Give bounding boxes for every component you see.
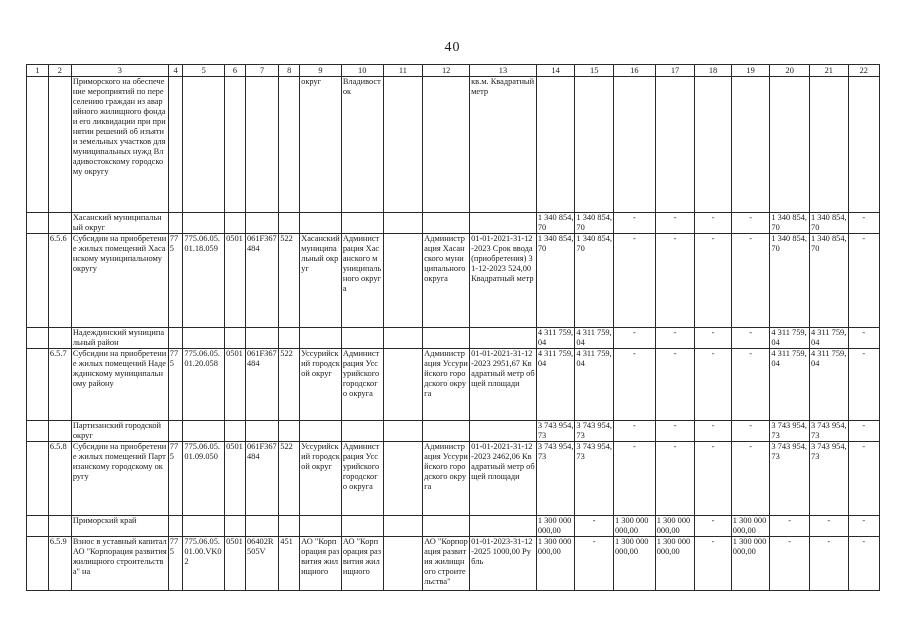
table-cell [423,328,470,349]
table-cell: - [770,516,810,537]
table-cell: - [848,328,879,349]
table-cell: - [613,442,655,516]
table-cell [470,328,537,349]
table-cell [536,77,575,213]
header-cell: 16 [613,65,655,77]
table-cell: округ [300,77,342,213]
table-cell [383,77,423,213]
table-cell: - [848,349,879,421]
table-cell: Приморского на обеспечение мероприятий по переселению граждан из аварийного жилищного фонда и его ликвидации при принятии решений об изъятии земельных участков для муниципальных нужд Владивостокскому городскому округу [71,77,168,213]
header-cell: 19 [731,65,770,77]
table-cell [225,421,246,442]
table-cell: 775 [168,442,183,516]
table-cell: Владивосток [341,77,383,213]
table-cell: 0501 [225,442,246,516]
table-cell [383,234,423,328]
table-cell: 451 [279,537,300,591]
header-cell: 2 [48,65,71,77]
table-cell: - [655,349,695,421]
table-cell: 3 743 954,73 [537,421,574,440]
table-cell: 3 743 954,73 [811,421,847,440]
table-cell [183,516,225,537]
table-cell [383,537,423,591]
header-cell: 15 [575,65,614,77]
table-cell: - [655,421,695,442]
table-cell [245,213,278,234]
table-cell: 1 340 854,70 [810,234,849,328]
table-cell: - [613,328,655,349]
table-cell [245,421,278,442]
table-cell: - [575,537,614,591]
table-cell: 3 743 954,73 [770,421,810,442]
table-cell: Партизанский городской округ [71,421,168,442]
table-cell: - [655,234,695,328]
table-cell: 0501 [225,349,246,421]
header-cell: 4 [168,65,183,77]
header-cell: 7 [245,65,278,77]
table-cell [655,77,695,213]
table-cell: - [731,213,770,234]
table-cell [423,77,470,213]
table-cell [245,77,278,213]
table-cell: 775 [168,537,183,591]
table-cell: - [810,537,849,591]
header-cell: 12 [423,65,470,77]
header-cell: 18 [695,65,731,77]
table-cell: 4 311 759,04 [810,349,849,421]
table-row [27,442,880,516]
table-cell [341,421,383,442]
table-cell: - [655,328,695,349]
table-cell: 4 311 759,04 [811,328,847,347]
table-cell [341,213,383,234]
table-cell: 6.5.6 [48,234,71,328]
table-cell: Администрация Хасанского муниципального округа [341,234,383,328]
table-cell: Администрация Уссурийского городского округа [341,349,383,421]
table-cell: 3 743 954,73 [770,442,810,516]
table-cell [48,516,71,537]
table-cell [27,421,49,442]
table-cell [48,77,71,213]
table-row [27,516,880,537]
table-cell [48,328,71,349]
table-cell: 061F367484 [245,349,278,421]
table-cell [27,442,49,516]
table-cell: 1 340 854,70 [536,234,575,328]
table-cell [279,77,300,213]
table-cell: 522 [279,442,300,516]
table-cell [183,213,225,234]
table-cell [383,213,423,234]
table-row [27,213,880,234]
table-cell: 1 340 854,70 [770,213,810,234]
table-cell: - [695,516,731,537]
table-cell: - [655,442,695,516]
table-cell [300,421,342,442]
table-cell: 4 311 759,04 [537,328,574,347]
table-cell: Хасанский муниципальный округ [71,213,168,234]
table-cell [731,77,770,213]
table-cell: Приморский край [71,516,168,537]
header-cell: 3 [71,65,168,77]
table-cell: 061F367484 [245,234,278,328]
table-row [27,421,880,442]
header-cell: 8 [279,65,300,77]
table-cell [183,77,225,213]
table-cell: кв.м. Квадратный метр [470,77,537,213]
table-cell [695,77,731,213]
table-cell: 522 [279,349,300,421]
table-cell: Субсидии на приобретение жилых помещений Надеждинскому муниципальному району [71,349,168,421]
table-cell [168,421,183,442]
table-cell: - [731,328,770,349]
table-cell: 01-01-2021-31-12-2023 2462,06 Квадратный метр общей площади [470,442,537,516]
table-cell [810,77,849,213]
table-cell [27,328,49,349]
table-cell: 4 311 759,04 [536,349,575,421]
table-cell: 775.06.05.01.09.050 [183,442,225,516]
table-cell: АО "Корпорация развития жилищного [341,537,383,591]
table-cell: 1 340 854,70 [575,234,614,328]
table-cell [27,349,49,421]
table-cell [27,213,49,234]
table-cell [300,213,342,234]
table-cell: Администрация Уссурийского городского округа [341,442,383,516]
table-cell: - [848,213,879,234]
table-cell [27,516,49,537]
table-cell: 1 300 000 000,00 [613,516,655,537]
table-cell: 01-01-2023-31-12-2025 1000,00 Рубль [470,537,537,591]
table-cell [341,516,383,537]
table-cell: АО "Корпорация развития жилищного строительства" [423,537,470,591]
header-cell: 13 [470,65,537,77]
table-cell: 4 311 759,04 [770,349,810,421]
table-row [27,77,880,213]
table-cell [279,328,300,349]
table-cell: 061F367484 [245,442,278,516]
program-table [26,64,880,591]
header-cell: 5 [183,65,225,77]
table-cell: - [695,234,731,328]
table-cell: 1 340 854,70 [576,213,612,232]
table-cell: 01-01-2021-31-12-2023 2951,67 Квадратный метр общей площади [470,349,537,421]
header-cell: 20 [770,65,810,77]
table-cell: 1 340 854,70 [770,234,810,328]
table-cell: АО "Корпорация развития жилищного [300,537,342,591]
table-cell: 1 300 000 000,00 [731,537,770,591]
table-cell: 1 300 000 000,00 [731,516,770,537]
table-cell: Субсидии на приобретение жилых помещений Партизанскому городскому округу [71,442,168,516]
header-cell: 17 [655,65,695,77]
table-cell [225,77,246,213]
table-cell: 0501 [225,537,246,591]
table-cell: 1 300 000 000,00 [613,537,655,591]
header-cell: 10 [341,65,383,77]
table-cell: - [731,349,770,421]
table-cell [48,213,71,234]
table-row [27,537,880,591]
table-row [27,349,880,421]
table-cell: - [613,349,655,421]
table-cell [27,234,49,328]
table-cell [27,77,49,213]
table-cell [470,421,537,442]
table-cell: 3 743 954,73 [575,442,614,516]
table-cell [383,442,423,516]
table-cell: 6.5.7 [48,349,71,421]
table-cell: 1 300 000 000,00 [536,516,575,537]
header-cell: 14 [536,65,575,77]
table-cell [383,349,423,421]
table-cell [341,328,383,349]
table-cell: Администрация Уссурийского городского округа [423,349,470,421]
table-cell: Хасанский муниципальный округ [300,234,342,328]
table-cell [300,516,342,537]
table-row [27,234,880,328]
table-cell: 1 300 000 000,00 [655,537,695,591]
table-cell: 1 300 000 000,00 [536,537,575,591]
table-cell: - [848,537,879,591]
table-cell: 775.06.05.01.00.VK02 [183,537,225,591]
table-cell [183,421,225,442]
table-cell [183,328,225,349]
table-cell [48,421,71,442]
table-cell: - [810,516,849,537]
table-cell [383,328,423,349]
table-cell [168,77,183,213]
table-cell [383,421,423,442]
table-cell: - [848,516,879,537]
table-cell: Субсидии на приобретение жилых помещений Хасанскому муниципальному округу [71,234,168,328]
table-cell: 775.06.05.01.20.058 [183,349,225,421]
table-cell: - [731,234,770,328]
table-cell: - [695,442,731,516]
table-cell: Администрация Уссурийского городского округа [423,442,470,516]
table-cell: Взнос в уставный капитал АО "Корпорация развития жилищного строительства" на [71,537,168,591]
table-cell: 1 340 854,70 [811,213,847,232]
table-cell [383,516,423,537]
table-cell: - [655,213,695,234]
table-cell [770,77,810,213]
table-cell [279,421,300,442]
table-cell [423,213,470,234]
table-cell [848,77,879,213]
table-cell: - [770,537,810,591]
table-cell: 775 [168,349,183,421]
table-cell [168,328,183,349]
table-cell: 522 [279,234,300,328]
table-cell: 1 300 000 000,00 [655,516,695,537]
table-cell: 1 340 854,70 [537,213,574,232]
table-cell [279,213,300,234]
table-cell: 4 311 759,04 [575,349,614,421]
table-cell [168,516,183,537]
table-cell: - [695,328,731,349]
table-cell: 06402R505V [245,537,278,591]
table-cell: 4 311 759,04 [576,328,612,347]
table-cell: Уссурийский городской округ [300,349,342,421]
table-cell: 0501 [225,234,246,328]
header-cell: 6 [225,65,246,77]
header-cell: 1 [27,65,49,77]
table-cell: 01-01-2021-31-12-2023 Срок ввода (приобретения) 31-12-2023 524,00 Квадратный метр [470,234,537,328]
table-cell [470,213,537,234]
table-cell: 6.5.9 [48,537,71,591]
table-row [27,328,880,349]
table-cell [225,516,246,537]
table-cell [245,516,278,537]
table-cell: - [848,234,879,328]
header-row [27,65,880,77]
table-cell: 3 743 954,73 [810,442,849,516]
table-cell [423,516,470,537]
table-cell [279,516,300,537]
table-cell: - [575,516,614,537]
table-cell: - [848,442,879,516]
table-cell: - [695,213,731,234]
header-cell: 11 [383,65,423,77]
table-cell: - [613,234,655,328]
table-cell [470,516,537,537]
table-cell: Надеждинский муниципальный район [71,328,168,349]
table-cell [168,213,183,234]
table-cell: - [613,421,655,442]
table-cell: - [695,537,731,591]
table-cell: 775.06.05.01.18.059 [183,234,225,328]
table-cell: - [731,442,770,516]
table-cell: - [848,421,879,442]
table-cell [423,421,470,442]
page-number: 40 [444,40,461,55]
table-cell [300,328,342,349]
table-cell: 3 743 954,73 [536,442,575,516]
table-cell [613,77,655,213]
table-cell [245,328,278,349]
table-cell: 4 311 759,04 [770,328,810,349]
table-cell: - [613,213,655,234]
table-cell: Уссурийский городской округ [300,442,342,516]
table-cell [27,537,49,591]
table-cell [225,213,246,234]
table-cell: 775 [168,234,183,328]
table-cell: 6.5.8 [48,442,71,516]
table-cell: - [695,349,731,421]
table-cell [225,328,246,349]
table-cell: 3 743 954,73 [576,421,612,440]
table-cell: - [731,421,770,442]
header-cell: 21 [810,65,849,77]
table-cell: - [695,421,731,442]
table-cell [575,77,614,213]
header-cell: 22 [848,65,879,77]
header-cell: 9 [300,65,342,77]
table-cell: Администрация Хасанского муниципального округа [423,234,470,328]
